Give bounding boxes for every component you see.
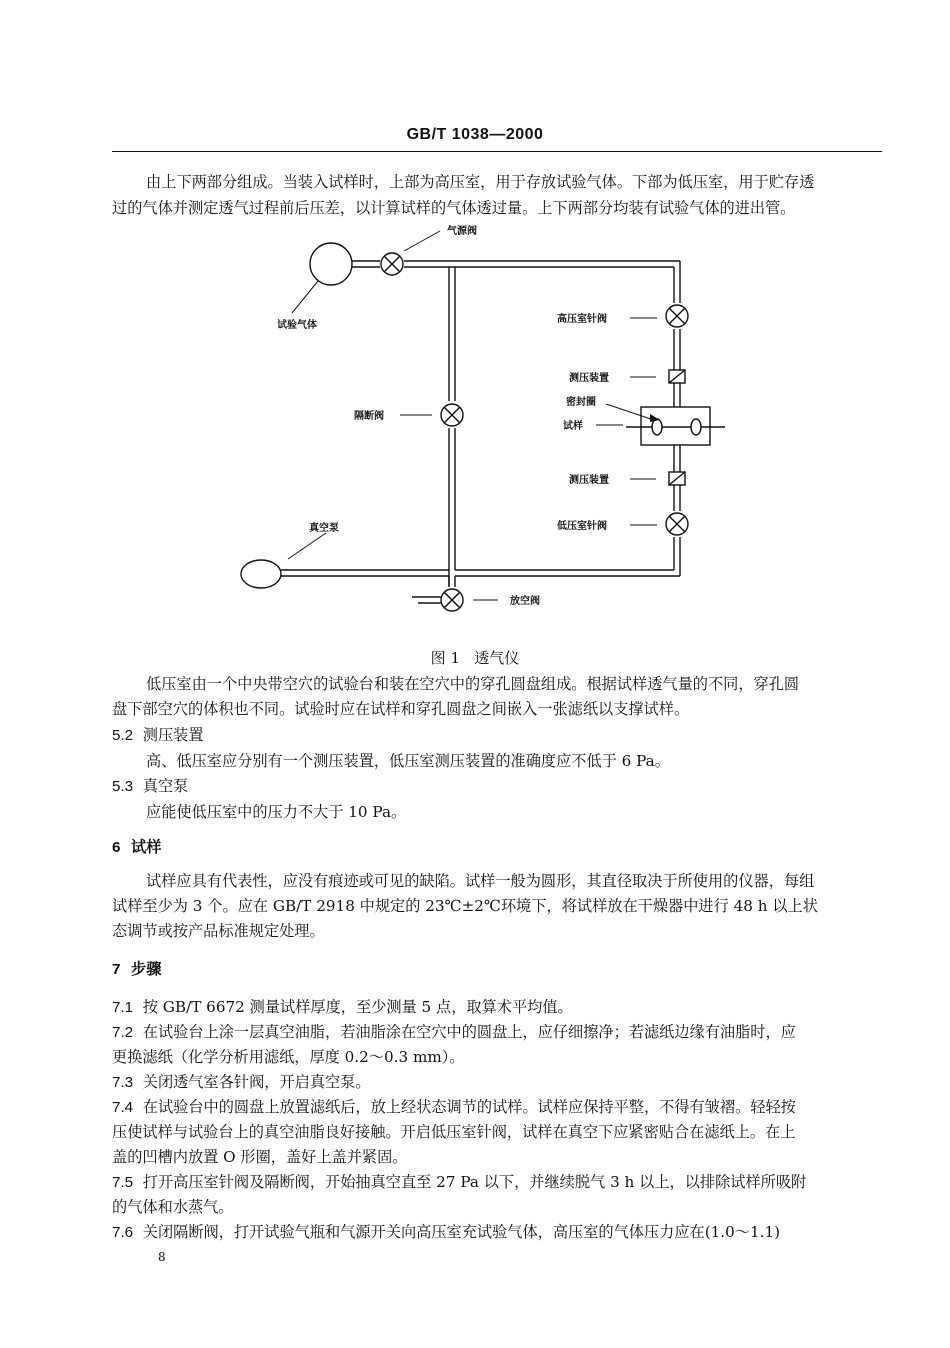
step-7-1-number: 7.1	[112, 999, 134, 1016]
pressure-gauge-bottom-symbol	[669, 472, 685, 485]
page-header: GB/T 1038—2000	[406, 126, 544, 143]
section-7-title: 步骤	[131, 960, 162, 978]
step-7-6	[112, 1221, 780, 1242]
step-7-5-line-2: 的气体和水蒸气。	[112, 1198, 234, 1216]
step-7-4-line-1: 在试验台中的圆盘上放置滤纸后，放上经状态调节的试样。试样应保持平整，不得有皱褶。轻轻按	[142, 1098, 796, 1116]
section-5-3-title: 真空泵	[142, 777, 189, 795]
test-gas-bottle	[310, 243, 352, 285]
section-6-title: 试样	[131, 838, 162, 856]
label-test-gas: 试验气体	[277, 320, 317, 331]
step-7-1-line-1: 按 GB/T 6672 测量试样厚度，至少测量 5 点，取算术平均值。	[142, 998, 573, 1016]
label-vent-valve: 放空阀	[510, 596, 540, 607]
label-gas-source-valve: 气源阀	[447, 226, 477, 237]
low-chamber-line-1: 低压室由一个中央带空穴的试验台和装在空穴中的穿孔圆盘组成。根据试样透气量的不同，穿孔圆	[146, 675, 800, 693]
section-6-heading	[112, 836, 161, 857]
step-7-4-number: 7.4	[112, 1099, 134, 1116]
label-pressure-gauge-top: 测压装置	[569, 373, 609, 384]
step-7-3	[112, 1071, 371, 1092]
section-6-number: 6	[112, 839, 121, 856]
step-7-5-number: 7.5	[112, 1174, 134, 1191]
high-pressure-needle-valve-symbol	[666, 305, 688, 327]
page-number: 8	[158, 1250, 166, 1264]
section-7-heading	[112, 958, 161, 979]
intro-line-2: 过的气体并测定透气过程前后压差，以计算试样的气体透过量。上下两部分均装有试验气体的进出管。	[112, 199, 796, 217]
figure-apparatus-diagram	[0, 0, 950, 640]
label-specimen: 试样	[563, 421, 583, 432]
step-7-4-line-2: 压使试样与试验台上的真空油脂良好接触。开启低压室针阀，试样在真空下应紧密贴合在滤纸上。在上	[112, 1123, 796, 1141]
section-6-line-1: 试样应具有代表性，应没有痕迹或可见的缺陷。试样一般为圆形，其直径取决于所使用的仪器，每组	[146, 872, 815, 890]
section-5-3-number: 5.3	[112, 778, 134, 795]
vent-valve-symbol	[441, 589, 463, 611]
section-5-2-body: 高、低压室应分别有一个测压装置，低压室测压装置的准确度应不低于 6 Pa。	[146, 752, 670, 770]
gas-source-valve-symbol	[381, 253, 403, 275]
step-7-2-number: 7.2	[112, 1024, 134, 1041]
label-high-pressure-needle-valve: 高压室针阀	[557, 314, 607, 325]
label-isolation-valve: 隔断阀	[354, 411, 384, 422]
step-7-4	[112, 1096, 796, 1117]
figure-caption-title: 透气仪	[474, 649, 520, 667]
label-low-pressure-needle-valve: 低压室针阀	[557, 521, 607, 532]
label-vacuum-pump: 真空泵	[309, 523, 339, 534]
step-7-4-line-3: 盖的凹槽内放置 O 形圈，盖好上盖并紧固。	[112, 1148, 408, 1166]
section-6-line-2: 试样至少为 3 个。应在 GB/T 2918 中规定的 23℃±2℃环境下，将试样放在干燥器中进行 48 h 以上状	[112, 897, 818, 915]
section-7-number: 7	[112, 961, 121, 978]
step-7-6-number: 7.6	[112, 1224, 134, 1241]
section-6-line-3: 态调节或按产品标准规定处理。	[112, 922, 325, 940]
figure-caption-number: 图 1	[430, 649, 460, 667]
section-5-2-heading	[112, 724, 204, 745]
step-7-3-line-1: 关闭透气室各针阀，开启真空泵。	[142, 1073, 371, 1091]
permeation-cell-symbol	[626, 407, 725, 445]
intro-line-1: 由上下两部分组成。当装入试样时，上部为高压室，用于存放试验气体。下部为低压室，用于贮存透	[146, 173, 815, 191]
section-5-2-number: 5.2	[112, 727, 134, 744]
label-pressure-gauge-bottom: 测压装置	[569, 475, 609, 486]
step-7-2-line-2: 更换滤纸（化学分析用滤纸，厚度 0.2～0.3 mm）。	[112, 1048, 465, 1066]
low-chamber-line-2: 盘下部空穴的体积也不同。试验时应在试样和穿孔圆盘之间嵌入一张滤纸以支撑试样。	[112, 700, 690, 718]
pressure-gauge-top-symbol	[669, 370, 685, 383]
vacuum-pump-symbol	[241, 560, 281, 588]
step-7-2	[112, 1021, 796, 1042]
section-5-3-heading	[112, 775, 188, 796]
isolation-valve-symbol	[441, 404, 463, 426]
step-7-1	[112, 996, 573, 1017]
step-7-5-line-1: 打开高压室针阀及隔断阀，开始抽真空直至 27 Pa 以下，并继续脱气 3 h 以上，以排除试样所吸附	[142, 1173, 807, 1191]
low-pressure-needle-valve-symbol	[666, 513, 688, 535]
section-5-3-body: 应能使低压室中的压力不大于 10 Pa。	[146, 803, 407, 821]
figure-caption	[0, 647, 950, 668]
label-seal-ring: 密封圈	[566, 397, 596, 408]
step-7-3-number: 7.3	[112, 1074, 134, 1091]
step-7-5	[112, 1171, 806, 1192]
step-7-2-line-1: 在试验台上涂一层真空油脂，若油脂涂在空穴中的圆盘上，应仔细擦净；若滤纸边缘有油脂时，应	[142, 1023, 796, 1041]
step-7-6-line-1: 关闭隔断阀，打开试验气瓶和气源开关向高压室充试验气体，高压室的气体压力应在(1.0～1.1)	[142, 1223, 781, 1241]
section-5-2-title: 测压装置	[142, 726, 204, 744]
